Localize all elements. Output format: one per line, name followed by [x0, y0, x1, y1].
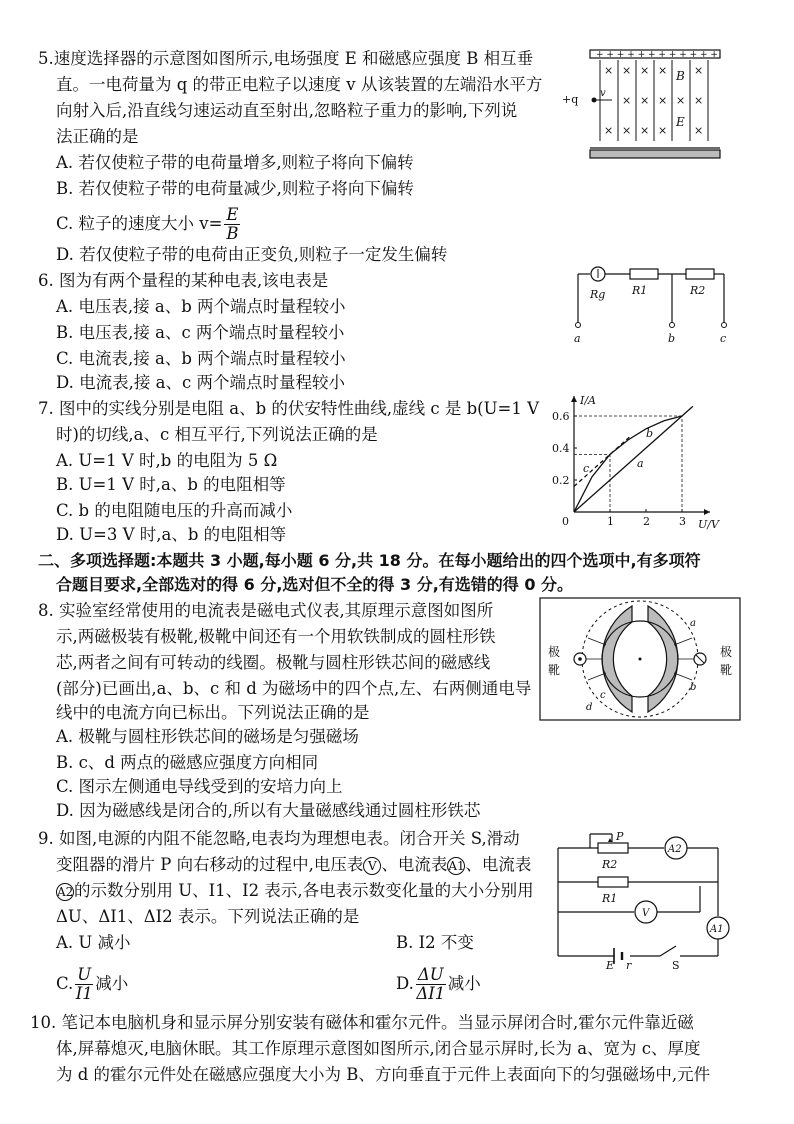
q8-option-b: B. c、d 两点的磁感应强度方向相同 [56, 753, 319, 772]
q8-fig-left-pole1: 极 [548, 645, 561, 659]
q9-fig-A1: A1 [710, 924, 724, 935]
q8-stem-line3: 芯,两者之间有可转动的线圈。极靴与圆柱形铁芯间的磁感线 [56, 653, 491, 672]
q5-stem-line2: 直。一电荷量为 q 的带正电粒子以速度 v 从该装置的左端沿水平方 [56, 75, 543, 94]
origin-label: 0 [562, 515, 569, 528]
q6-fig-b: b [668, 332, 676, 345]
svg-text:×: × [622, 124, 632, 137]
q8-option-d: D. 因为磁感线是闭合的,所以有大量磁感线通过圆柱形铁芯 [56, 801, 481, 820]
series-a [574, 406, 693, 512]
q10-stem-line3: 为 d 的霍尔元件处在磁感应强度大小为 B、方向垂直于元件上表面向下的匀强磁场中,元件 [56, 1065, 711, 1084]
q5-fig-v: v [600, 88, 606, 99]
svg-text:×: × [622, 94, 632, 107]
svg-text:×: × [694, 124, 704, 137]
svg-text:×: × [622, 64, 632, 77]
series-c [574, 435, 632, 486]
q8-stem-line1: 8. 实验室经常使用的电流表是磁电式仪表,其原理示意图如图所 [38, 601, 494, 620]
q5-stem-line4: 法正确的是 [56, 127, 139, 146]
q6-option-d: D. 电流表,接 a、c 两个端点时量程较小 [56, 373, 345, 392]
q9-option-d: D. $\frac{\Delta U}{\Delta I1}$ 减小 [396, 965, 481, 1003]
q7-option-b: B. U=1 V 时,a、b 的电阻相等 [56, 475, 286, 494]
x-axis-label: U/V [698, 518, 719, 531]
q10-stem-line1: 10. 笔记本电脑机身和显示屏分别安装有磁体和霍尔元件。当显示屏闭合时,霍尔元件靠近磁 [30, 1013, 694, 1032]
y-axis-label: I/A [580, 394, 596, 407]
section2-heading-line1: 二、多项选择题:本题共 3 小题,每小题 6 分,共 18 分。在每小题给出的四个选项中,有多项符 [38, 551, 701, 570]
svg-text:+ + + + + + + + + + + +: + + + + + + + + + + + + [596, 50, 718, 60]
section2-heading-line2: 合题目要求,全部选对的得 6 分,选对但不全的得 3 分,有选错的得 0 分。 [56, 575, 574, 594]
svg-text:×: × [658, 94, 668, 107]
q9-option-c-fraction: $\frac{U}{I1}$ [75, 965, 93, 1003]
svg-text:×: × [694, 94, 704, 107]
q9-option-a: A. U 减小 [56, 933, 131, 952]
q5-stem-line3: 向射入后,沿直线匀速运动直至射出,忽略粒子重力的影响,下列说 [56, 101, 518, 120]
q9-fig-A2: A2 [668, 844, 682, 855]
q8-stem-line5: 线中的电流方向已标出。下列说法正确的是 [56, 703, 370, 722]
q8-fig-point-c: c [600, 690, 606, 701]
q8-galvanometer-figure [540, 598, 740, 720]
q9-fig-S: S [672, 959, 680, 972]
q8-fig-right-pole1: 极 [720, 645, 733, 659]
q5-option-b: B. 若仅使粒子带的电荷量减少,则粒子将向下偏转 [56, 179, 414, 198]
svg-text:×: × [640, 64, 650, 77]
svg-text:×: × [640, 94, 650, 107]
q9-option-d-fraction: $\frac{\Delta U}{\Delta I1}$ [416, 965, 446, 1003]
q9-option-c: C. $\frac{U}{I1}$ 减小 [56, 965, 129, 1003]
y-axis-arrow [571, 396, 577, 402]
q9-fig-E: E [606, 959, 615, 972]
series-label-a: a [637, 457, 644, 471]
q9-stem-line2: 变阻器的滑片 P 向右移动的过程中,电压表 V 、电流表A1、电流表 [56, 855, 532, 874]
q9-stem-line3: A2的示数分别用 U、I1、I2 表示,各电表示数变化量的大小分别用 [57, 881, 534, 900]
q6-fig-a: a [574, 332, 581, 345]
x-axis-arrow [704, 509, 710, 515]
q7-option-c: C. b 的电阻随电压的升高而减小 [56, 501, 293, 520]
svg-text:×: × [604, 124, 614, 137]
q5-option-c-fraction: $\frac{E}{B}$ [226, 205, 239, 243]
q5-velocity-selector-figure [560, 46, 730, 164]
q10-stem-line2: 体,屏幕熄灭,电脑休眠。其工作原理示意图如图所示,闭合显示屏时,长为 a、宽为 c、厚度 [56, 1039, 701, 1058]
q9-circuit-figure [550, 826, 740, 970]
q9-fig-r: r [626, 959, 632, 972]
q8-stem-line2: 示,两磁极装有极靴,极靴中间还有一个用软铁制成的圆柱形铁 [56, 627, 496, 646]
svg-text:×: × [658, 64, 668, 77]
q5-fig-B: B [676, 69, 685, 83]
q8-fig-point-d: d [586, 702, 593, 713]
x-tick-label: 2 [643, 515, 650, 528]
q9-fig-R1: R1 [602, 892, 618, 905]
q9-fig-V: V [642, 908, 650, 919]
q6-fig-r2: R2 [690, 284, 706, 297]
series-label-c: c [583, 462, 590, 475]
svg-text:×: × [694, 64, 704, 77]
svg-text:×: × [658, 124, 668, 137]
svg-text:×: × [676, 94, 686, 107]
q5-option-a: A. 若仅使粒子带的电荷量增多,则粒子将向下偏转 [56, 153, 414, 172]
q6-option-a: A. 电压表,接 a、b 两个端点时量程较小 [56, 297, 346, 316]
svg-text:×: × [604, 64, 614, 77]
q8-stem-line4: (部分)已画出,a、b、c 和 d 为磁场中的四个点,左、右两侧通电导 [56, 679, 532, 698]
q5-stem-line1: 5.速度选择器的示意图如图所示,电场强度 E 和磁感应强度 B 相互垂 [38, 49, 534, 68]
q6-option-c: C. 电流表,接 a、b 两个端点时量程较小 [56, 349, 346, 368]
q9-fig-R2: R2 [602, 858, 618, 871]
y-tick-label: 0.4 [552, 442, 570, 455]
q7-option-a: A. U=1 V 时,b 的电阻为 5 Ω [56, 451, 278, 470]
series-label-b: b [646, 426, 654, 440]
q9-ammeter2-symbol: A2 [57, 885, 74, 899]
q9-option-b: B. I2 不变 [396, 933, 474, 952]
q5-fig-plus-q: +q [562, 93, 579, 106]
q9-stem-line4: ΔU、ΔI1、ΔI2 表示。下列说法正确的是 [56, 907, 360, 926]
y-tick-label: 0.2 [552, 474, 570, 487]
q5-option-c-text: C. 粒子的速度大小 v= [56, 214, 223, 233]
q5-option-d: D. 若仅使粒子带的电荷由正变负,则粒子一定发生偏转 [56, 245, 448, 264]
q5-option-c [56, 206, 242, 243]
q7-stem-line2: 时)的切线,a、c 相互平行,下列说法正确的是 [56, 425, 378, 444]
q6-stem: 6. 图为有两个量程的某种电表,该电表是 [38, 271, 329, 290]
y-tick-label: 0.6 [552, 410, 570, 423]
q9-voltmeter-symbol: V [363, 857, 381, 875]
q8-option-c: C. 图示左侧通电导线受到的安培力向上 [56, 777, 343, 796]
q6-meter-circuit-figure [568, 266, 738, 348]
q8-fig-right-pole2: 靴 [720, 663, 733, 677]
q6-fig-c: c [720, 332, 727, 345]
x-tick-label: 3 [679, 515, 686, 528]
q6-option-b: B. 电压表,接 a、c 两个端点时量程较小 [56, 323, 345, 342]
q8-fig-point-a: a [690, 618, 696, 629]
q8-option-a: A. 极靴与圆柱形铁芯间的磁场是匀强磁场 [56, 727, 359, 746]
x-tick-label: 1 [607, 515, 614, 528]
q7-iv-chart [548, 392, 738, 532]
q9-ammeter1-symbol: A1 [448, 859, 465, 873]
q9-stem-line1: 9. 如图,电源的内阻不能忽略,电表均为理想电表。闭合开关 S,滑动 [38, 829, 520, 848]
q6-fig-r1: R1 [632, 284, 648, 297]
svg-text:×: × [640, 124, 650, 137]
q7-stem-line1: 7. 图中的实线分别是电阻 a、b 的伏安特性曲线,虚线 c 是 b(U=1 V [38, 399, 539, 418]
q9-fig-P: P [616, 830, 624, 843]
q8-fig-left-pole2: 靴 [548, 663, 561, 677]
q6-fig-rg: Rg [590, 288, 606, 301]
q5-fig-E: E [676, 115, 685, 129]
q7-option-d: D. U=3 V 时,a、b 的电阻相等 [56, 525, 287, 544]
q8-fig-point-b: b [690, 682, 697, 693]
